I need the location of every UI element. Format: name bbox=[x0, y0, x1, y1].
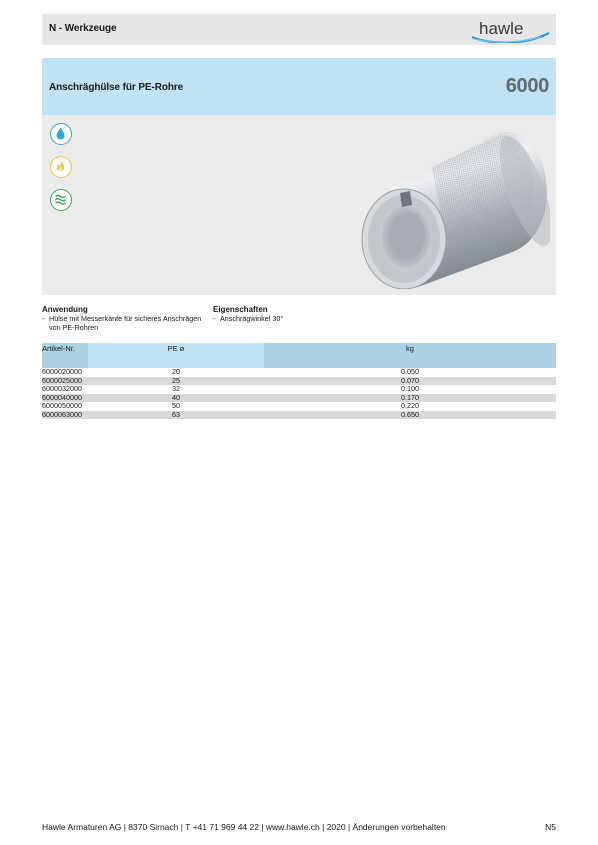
weight: 0.170 bbox=[401, 392, 419, 402]
properties-text bbox=[213, 314, 283, 323]
column-header-pe: PE ø bbox=[88, 343, 264, 368]
product-image-area bbox=[42, 115, 556, 295]
weight: 0.220 bbox=[401, 401, 419, 410]
column-header-kg: kg bbox=[264, 343, 556, 368]
list-dash: - bbox=[213, 314, 216, 323]
properties-line-1: Anschrägwinkel 30° bbox=[220, 314, 284, 323]
section-title: N - Werkzeuge bbox=[49, 23, 117, 34]
article-number: 6000025000 bbox=[42, 375, 82, 385]
table-row bbox=[42, 377, 556, 386]
water-drop-icon bbox=[51, 124, 70, 143]
list-dash: - bbox=[42, 314, 45, 323]
waste-water-icon bbox=[51, 190, 70, 209]
bevel-sleeve-photo bbox=[360, 121, 550, 289]
weight: 0.070 bbox=[401, 375, 419, 385]
pe-diameter: 40 bbox=[172, 392, 180, 402]
properties-heading: Eigenschaften bbox=[213, 305, 268, 314]
article-number: 6000040000 bbox=[42, 392, 82, 402]
table-header-row bbox=[42, 343, 556, 368]
pe-diameter: 25 bbox=[172, 375, 180, 385]
section-header-bar bbox=[42, 14, 556, 45]
column-header-article: Artikel-Nr. bbox=[42, 343, 88, 368]
drinking-water-badge bbox=[50, 123, 72, 145]
table-row bbox=[42, 411, 556, 420]
weight: 0.650 bbox=[401, 409, 419, 419]
footer-contact: Hawle Armaturen AG | 8370 Sirnach | T +41 71 969 44 22 | www.hawle.ch | 2020 | Änderungen vorbehalten bbox=[42, 822, 446, 832]
pe-diameter: 20 bbox=[172, 367, 180, 376]
article-number: 6000020000 bbox=[42, 367, 82, 376]
article-table bbox=[42, 343, 556, 419]
application-line-2: von PE-Rohren bbox=[49, 323, 99, 332]
table-row bbox=[42, 394, 556, 403]
article-number: 6000063000 bbox=[42, 409, 82, 419]
article-number: 6000032000 bbox=[42, 384, 82, 393]
hawle-logo bbox=[469, 15, 551, 43]
application-heading: Anwendung bbox=[42, 305, 88, 314]
gas-flame-icon bbox=[51, 157, 70, 176]
table-row bbox=[42, 402, 556, 411]
weight: 0.050 bbox=[401, 367, 419, 376]
pe-diameter: 50 bbox=[172, 401, 180, 410]
table-row bbox=[42, 385, 556, 394]
pe-diameter: 63 bbox=[172, 409, 180, 419]
application-line-1: Hülse mit Messerkante für sicheres Anschrägen bbox=[49, 314, 202, 323]
table-row bbox=[42, 368, 556, 377]
gas-badge bbox=[50, 156, 72, 178]
product-number: 6000 bbox=[505, 75, 549, 97]
product-title-bar bbox=[42, 58, 556, 115]
waste-water-badge bbox=[50, 189, 72, 211]
pe-diameter: 32 bbox=[172, 384, 180, 393]
product-title: Anschräghülse für PE-Rohre bbox=[49, 82, 184, 93]
application-text bbox=[42, 314, 207, 332]
page-number: N5 bbox=[545, 822, 556, 832]
weight: 0.100 bbox=[401, 384, 419, 393]
article-number: 6000050000 bbox=[42, 401, 82, 410]
brand-name: hawle bbox=[479, 19, 524, 38]
